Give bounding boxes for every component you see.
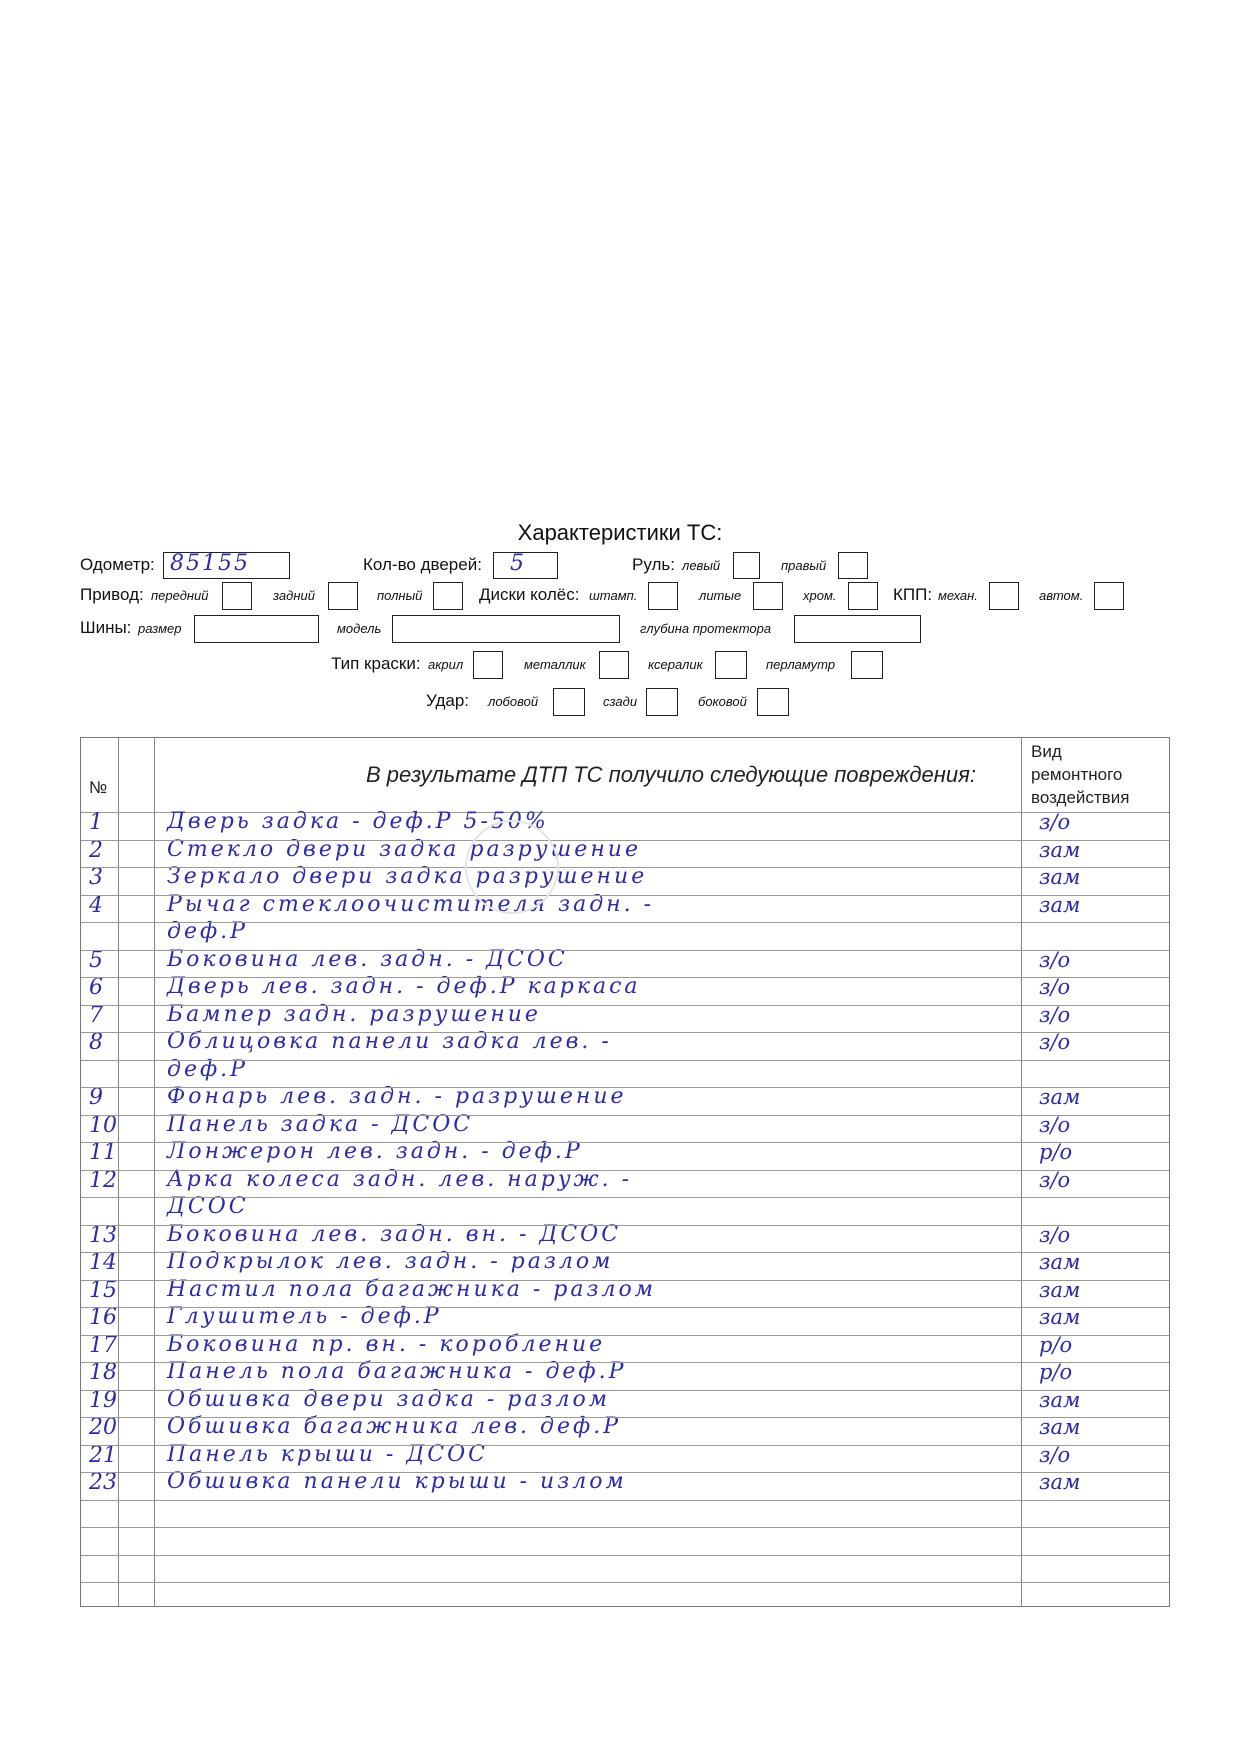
row-number: 2 [89, 837, 103, 863]
drive-full-label: полный [377, 588, 423, 603]
watermark-seal [465, 820, 559, 914]
impact-front-checkbox[interactable] [553, 688, 585, 716]
impact-side-checkbox[interactable] [757, 688, 789, 716]
tires-size-label: размер [138, 621, 182, 636]
row-repair-type: зам [1039, 1277, 1081, 1302]
row-repair-type: з/о [1039, 1167, 1071, 1192]
drive-front-checkbox[interactable] [222, 582, 252, 610]
row-repair-type: з/о [1039, 1442, 1071, 1467]
row-number: 13 [89, 1222, 117, 1248]
row-repair-type: зам [1039, 1305, 1081, 1329]
table-row [81, 1469, 1169, 1500]
drive-full-checkbox[interactable] [433, 582, 463, 610]
row-number: 23 [89, 1470, 117, 1495]
row-repair-type: зам [1039, 892, 1081, 917]
row-damage-text: Боковина лев. задн. - ДСОС [167, 946, 568, 972]
row-damage-text: Обшивка панели крыши - излом [167, 1469, 627, 1494]
impact-rear-label: сзади [603, 694, 638, 709]
row-damage-text: Панель пола багажника - деф.Р [167, 1359, 627, 1384]
row-damage-text: Дверь лев. задн. - деф.Р каркаса [167, 974, 641, 999]
row-number: 20 [89, 1415, 117, 1440]
doors-field[interactable] [493, 552, 558, 579]
row-number: 5 [89, 947, 103, 973]
row-repair-type: з/о [1039, 947, 1071, 972]
row-number: 6 [89, 975, 103, 1000]
paint-xirallic-label: ксералик [648, 657, 703, 672]
impact-side-label: боковой [698, 694, 747, 709]
disks-label: Диски колёс: [479, 585, 580, 604]
damage-table [80, 737, 1170, 1607]
row-number: 4 [89, 892, 103, 918]
row-damage-text: Зеркало двери задка разрушение [167, 864, 648, 889]
row-damage-text: Бампер задн. разрушение [167, 1001, 541, 1027]
gearbox-label: КПП: [893, 585, 933, 604]
tires-label: Шины: [80, 618, 132, 637]
row-damage-text: ДСОС [167, 1194, 249, 1219]
tires-depth-label: глубина протектора [640, 621, 772, 636]
gearbox-manual-label: механ. [938, 588, 978, 603]
row-repair-type: р/о [1039, 1140, 1073, 1164]
row-damage-text: Панель задка - ДСОС [167, 1111, 474, 1137]
row-number: 8 [89, 1030, 103, 1055]
row-repair-type: з/о [1039, 1222, 1071, 1247]
drive-front-label: передний [151, 588, 209, 603]
tires-size-field[interactable] [194, 615, 319, 643]
row-damage-text: Стекло двери задка разрушение [167, 836, 641, 862]
row-damage-text: Подкрылок лев. задн. - разлом [167, 1249, 614, 1274]
row-repair-type: з/о [1039, 1002, 1071, 1027]
row-damage-text: деф.Р [167, 1056, 248, 1082]
row-damage-text: Боковина пр. вн. - коробление [167, 1331, 606, 1357]
row-damage-text: Дверь задка - деф.Р 5-50% [167, 809, 549, 834]
disks-chrome-label: хром. [803, 588, 837, 603]
disks-stamp-checkbox[interactable] [648, 582, 678, 610]
row-number: 18 [89, 1360, 117, 1385]
impact-rear-checkbox[interactable] [646, 688, 678, 716]
wheel-right-checkbox[interactable] [838, 552, 868, 579]
doors-value: 5 [510, 551, 524, 576]
row-repair-type: з/о [1039, 975, 1071, 999]
row-repair-type: р/о [1039, 1360, 1073, 1384]
tires-model-field[interactable] [392, 615, 620, 643]
doors-label: Кол-во дверей: [363, 555, 482, 574]
row-number: 16 [89, 1305, 117, 1330]
disks-chrome-checkbox[interactable] [848, 582, 878, 610]
gearbox-auto-checkbox[interactable] [1094, 582, 1124, 610]
odometer-field[interactable] [163, 552, 290, 579]
row-repair-type: з/о [1039, 1030, 1071, 1054]
row-damage-text: Арка колеса задн. лев. наруж. - [167, 1166, 633, 1192]
wheel-left-label: левый [682, 558, 721, 573]
row-repair-type: зам [1039, 1250, 1081, 1274]
drive-label: Привод: [80, 585, 144, 604]
paint-acrylic-checkbox[interactable] [473, 651, 503, 679]
odometer-label: Одометр: [80, 555, 155, 574]
row-damage-text: Боковина лев. задн. вн. - ДСОС [167, 1221, 622, 1247]
column-header-number: № [89, 778, 108, 797]
row-number: 15 [89, 1277, 117, 1303]
impact-front-label: лобовой [488, 694, 539, 709]
row-repair-type: зам [1039, 837, 1081, 862]
tires-model-label: модель [337, 621, 382, 636]
row-damage-text: Рычаг стеклоочистителя задн. - [167, 891, 655, 917]
row-repair-type: зам [1039, 1387, 1081, 1412]
drive-rear-checkbox[interactable] [328, 582, 358, 610]
paint-metallic-label: металлик [524, 657, 586, 672]
disks-cast-label: литые [699, 588, 742, 603]
row-repair-type: зам [1039, 1470, 1081, 1494]
row-repair-type: р/о [1039, 1332, 1073, 1357]
gearbox-auto-label: автом. [1039, 588, 1084, 603]
row-damage-text: Обшивка багажника лев. деф.Р [167, 1414, 622, 1439]
row-damage-text: Лонжерон лев. задн. - деф.Р [167, 1139, 583, 1164]
paint-pearl-checkbox[interactable] [851, 651, 883, 679]
row-number: 19 [89, 1387, 117, 1413]
odometer-value: 85155 [170, 551, 250, 576]
row-damage-text: Облицовка панели задка лев. - [167, 1029, 612, 1054]
tires-depth-field[interactable] [794, 615, 921, 643]
form-title: Характеристики ТС: [517, 520, 723, 545]
paint-pearl-label: перламутр [766, 657, 836, 672]
row-damage-text: деф.Р [167, 919, 248, 944]
row-number: 14 [89, 1250, 117, 1275]
row-repair-type: зам [1039, 865, 1081, 889]
wheel-left-checkbox[interactable] [733, 552, 760, 579]
paint-acrylic-label: акрил [428, 657, 464, 672]
drive-rear-label: задний [273, 588, 315, 603]
row-repair-type: з/о [1039, 1112, 1071, 1137]
gearbox-manual-checkbox[interactable] [989, 582, 1019, 610]
row-number: 11 [89, 1140, 117, 1165]
column-header-damage: В результате ДТП ТС получило следующие повреждения: [366, 762, 976, 787]
paint-xirallic-checkbox[interactable] [715, 651, 747, 679]
row-repair-type: з/о [1039, 810, 1071, 834]
column-header-repair: Вид ремонтного воздействия [1031, 742, 1130, 807]
row-repair-type: зам [1039, 1415, 1081, 1439]
row-number: 1 [89, 810, 103, 835]
row-damage-text: Панель крыши - ДСОС [167, 1441, 488, 1467]
row-number: 17 [89, 1332, 117, 1358]
row-damage-text: Фонарь лев. задн. - разрушение [167, 1084, 627, 1109]
paint-metallic-checkbox[interactable] [599, 651, 629, 679]
row-number: 10 [89, 1112, 117, 1138]
disks-stamp-label: штамп. [589, 588, 638, 603]
row-number: 3 [89, 865, 103, 890]
row-number: 7 [89, 1002, 103, 1028]
wheel-label: Руль: [632, 555, 675, 574]
row-damage-text: Настил пола багажника - разлом [167, 1276, 656, 1302]
paint-label: Тип краски: [331, 654, 421, 673]
row-number: 21 [89, 1442, 117, 1468]
row-damage-text: Обшивка двери задка - разлом [167, 1386, 610, 1412]
row-repair-type: зам [1039, 1085, 1081, 1109]
row-damage-text: Глушитель - деф.Р [167, 1304, 442, 1329]
disks-cast-checkbox[interactable] [753, 582, 783, 610]
wheel-right-label: правый [781, 558, 827, 573]
row-number: 9 [89, 1085, 103, 1110]
impact-label: Удар: [426, 691, 470, 710]
row-number: 12 [89, 1167, 117, 1193]
